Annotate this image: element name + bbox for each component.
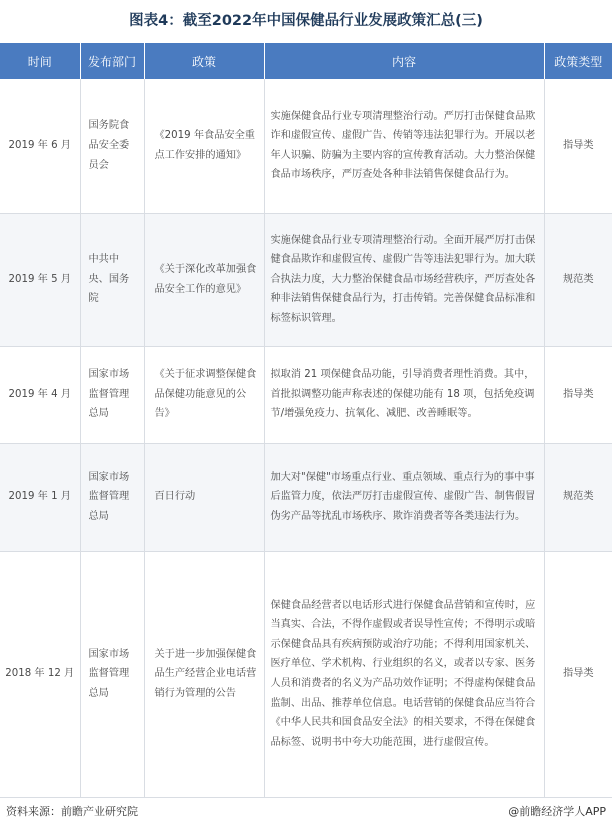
cell-time: 2018 年 12 月 <box>0 551 80 797</box>
table-row <box>0 213 612 346</box>
cell-type: 指导类 <box>544 346 612 443</box>
cell-content: 拟取消 21 项保健食品功能，引导消费者理性消费。其中，首批拟调整功能声称表述的保健功能有 18 项，包括免疫调节/增强免疫力、抗氧化、减肥、改善睡眠等。 <box>264 346 544 443</box>
cell-policy: 《2019 年食品安全重点工作安排的通知》 <box>144 79 264 213</box>
cell-time: 2019 年 5 月 <box>0 213 80 346</box>
table-row <box>0 551 612 797</box>
cell-type: 指导类 <box>544 79 612 213</box>
policy-table <box>0 43 612 798</box>
footer <box>0 797 612 822</box>
cell-policy: 百日行动 <box>144 443 264 551</box>
cell-type: 指导类 <box>544 551 612 797</box>
cell-content: 保健食品经营者以电话形式进行保健食品营销和宣传时，应当真实、合法，不得作虚假或者误导性宣传；不得明示或暗示保健食品具有疾病预防或治疗功能；不得利用国家机关、医疗单位、学术机构、行业组织的名义，或者以专家、医务人员和消费者的名义为产品功效作证明；不得虚构保健食品监制、出品、推荐单位信息。电话营销的保健食品应当符合《中华人民共和国食品安全法》的相关要求，不得在保健食品标签、说明书中夸大功能范围，进行虚假宣传。 <box>264 551 544 797</box>
cell-content: 实施保健食品行业专项清理整治行动。全面开展严厉打击保健食品欺诈和虚假宣传、虚假广告等违法犯罪行为。加大联合执法力度，大力整治保健食品市场经营秩序，严厉查处各种非法销售保健食品行为，打击传销。完善保健食品标准和标签标识管理。 <box>264 213 544 346</box>
table-row <box>0 346 612 443</box>
cell-dept: 国家市场监督管理总局 <box>80 443 144 551</box>
table-header-row <box>0 43 612 79</box>
cell-dept: 国务院食品安全委员会 <box>80 79 144 213</box>
table-row <box>0 443 612 551</box>
cell-content: 加大对"保健"市场重点行业、重点领域、重点行为的事中事后监管力度，依法严厉打击虚假宣传、虚假广告、制售假冒伪劣产品等扰乱市场秩序、欺诈消费者等各类违法行为。 <box>264 443 544 551</box>
cell-content: 实施保健食品行业专项清理整治行动。严厉打击保健食品欺诈和虚假宣传、虚假广告、传销等违法犯罪行为。开展以老年人识骗、防骗为主要内容的宣传教育活动。大力整治保健食品市场秩序，严厉查处各种非法销售保健食品行为。 <box>264 79 544 213</box>
brand-credit: @前瞻经济学人APP <box>508 805 606 818</box>
cell-policy: 《关于深化改革加强食品安全工作的意见》 <box>144 213 264 346</box>
page-title: 图表4：截至2022年中国保健品行业发展政策汇总(三) <box>129 13 483 29</box>
cell-time: 2019 年 1 月 <box>0 443 80 551</box>
cell-type: 规范类 <box>544 443 612 551</box>
header-policy: 政策 <box>144 43 264 79</box>
cell-time: 2019 年 6 月 <box>0 79 80 213</box>
cell-dept: 国家市场监督管理总局 <box>80 346 144 443</box>
cell-policy: 《关于征求调整保健食品保健功能意见的公告》 <box>144 346 264 443</box>
source-note: 资料来源：前瞻产业研究院 <box>6 805 138 818</box>
header-dept: 发布部门 <box>80 43 144 79</box>
header-type: 政策类型 <box>544 43 612 79</box>
cell-dept: 国家市场监督管理总局 <box>80 551 144 797</box>
cell-dept: 中共中央、国务院 <box>80 213 144 346</box>
table-row <box>0 79 612 213</box>
cell-type: 规范类 <box>544 213 612 346</box>
cell-policy: 关于进一步加强保健食品生产经营企业电话营销行为管理的公告 <box>144 551 264 797</box>
header-time: 时间 <box>0 43 80 79</box>
header-content: 内容 <box>264 43 544 79</box>
cell-time: 2019 年 4 月 <box>0 346 80 443</box>
